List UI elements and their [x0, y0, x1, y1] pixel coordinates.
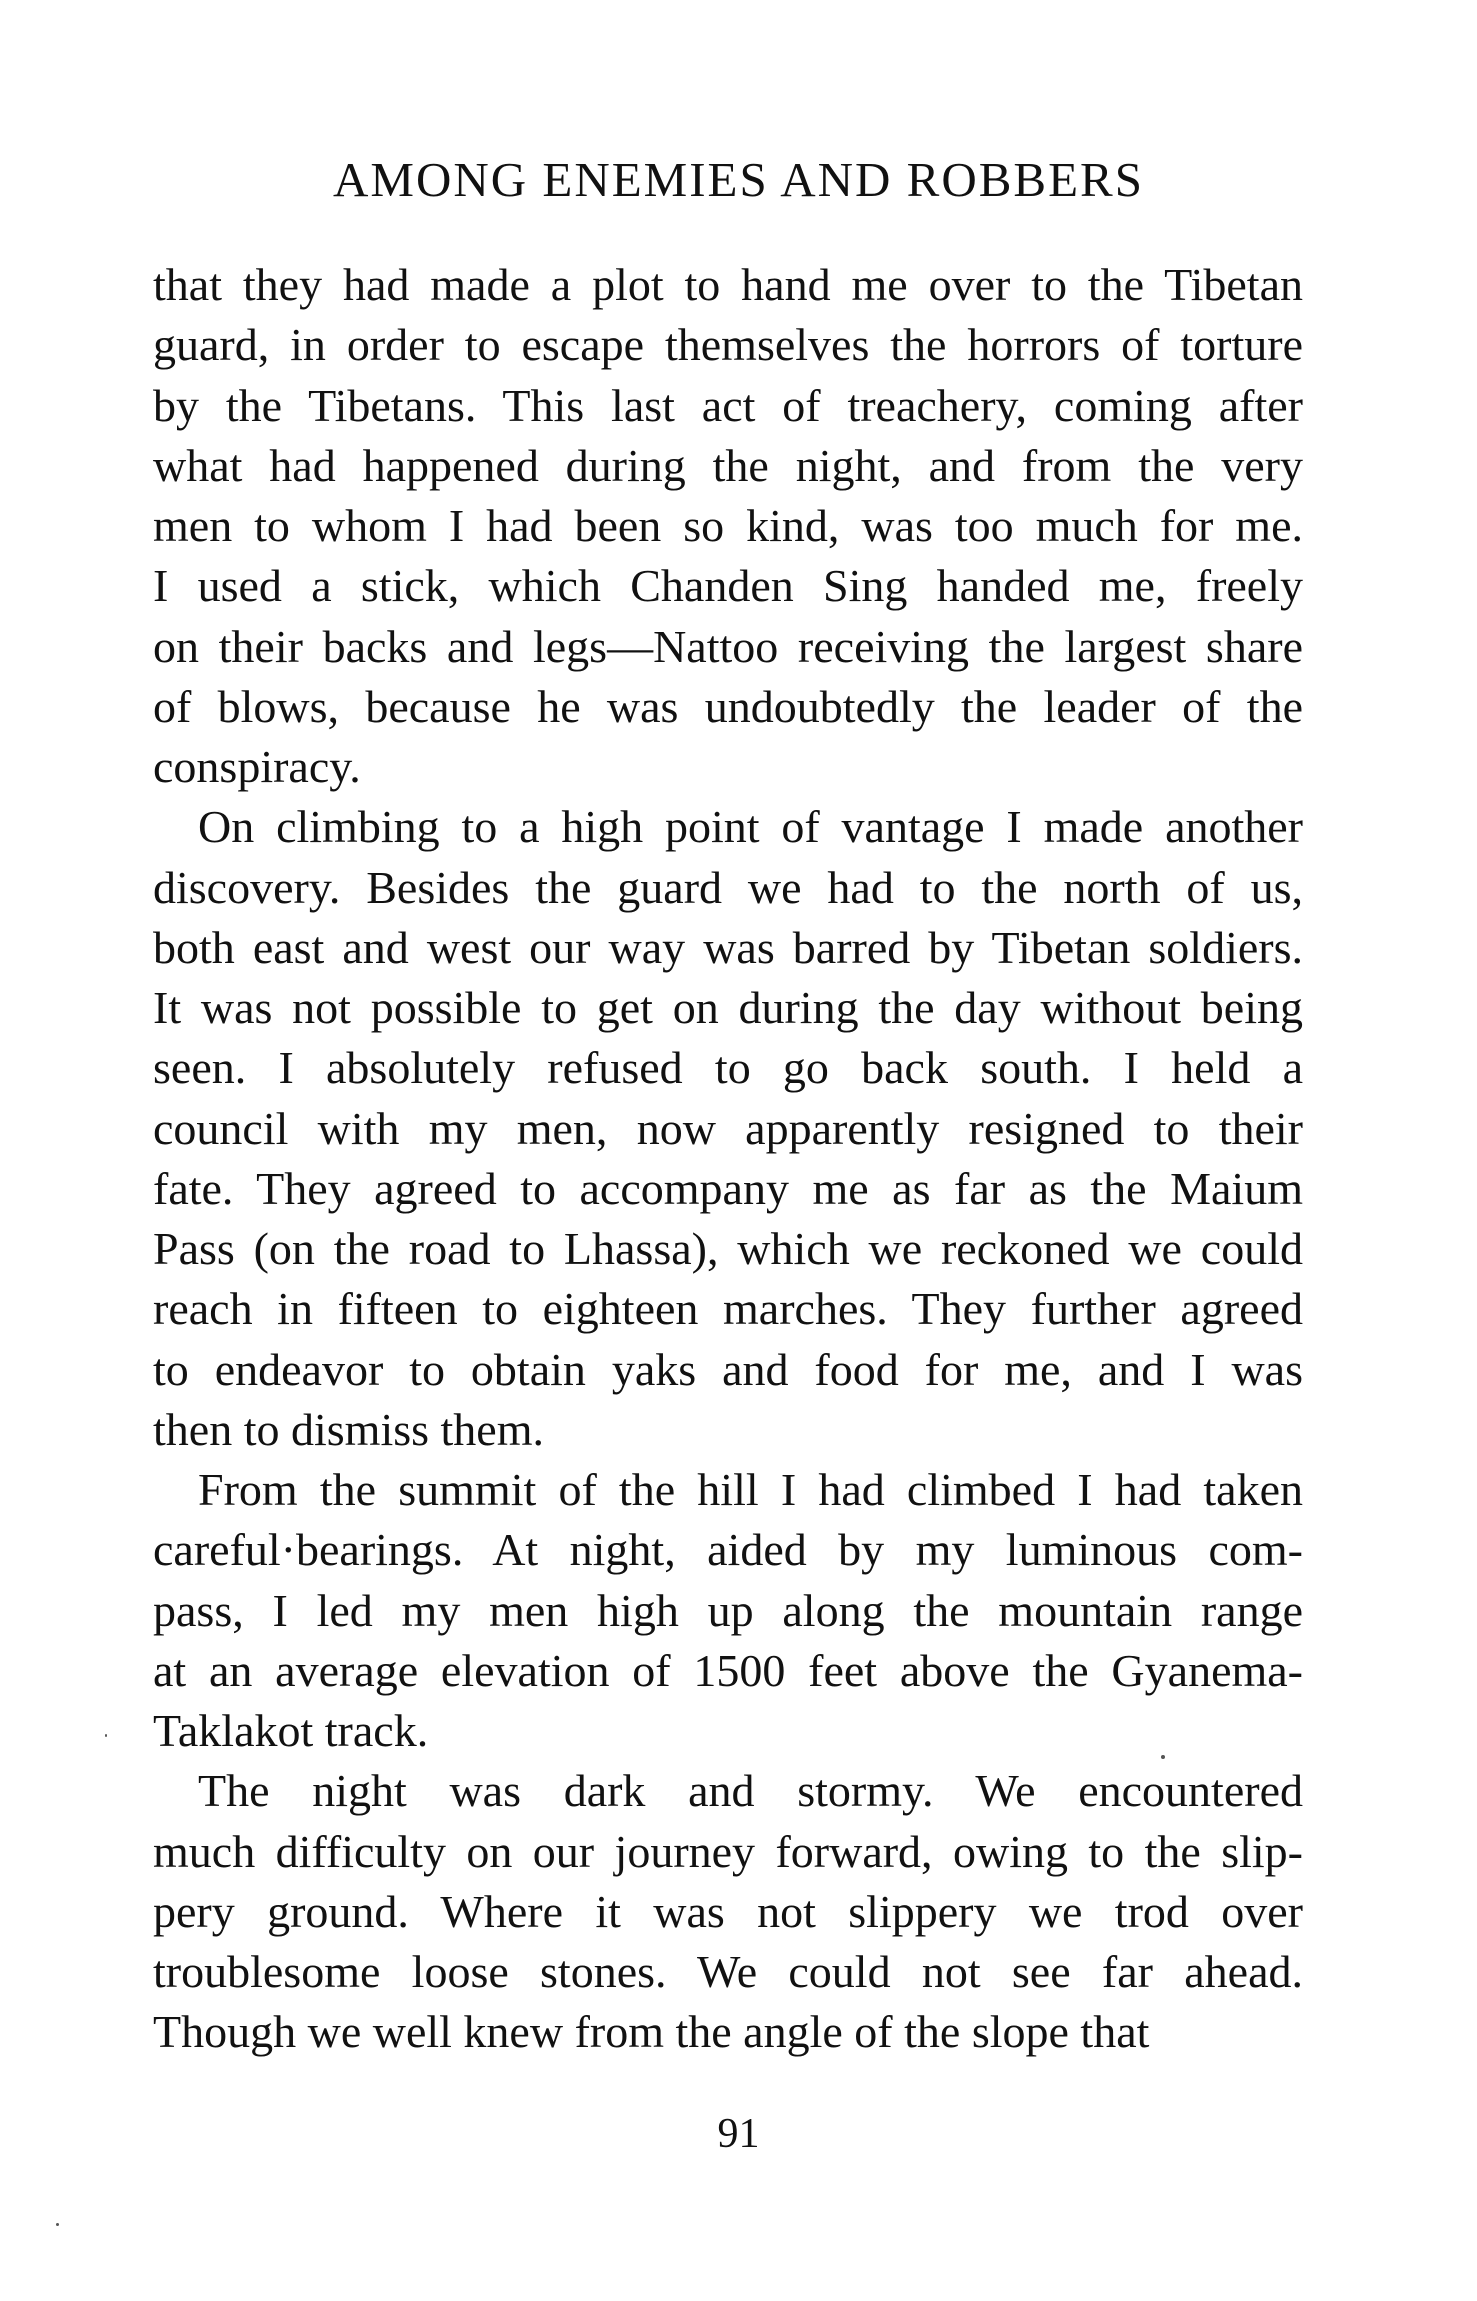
print-speck: [1161, 1755, 1165, 1759]
text-line: It was not possible to get on during the day without being: [153, 982, 1303, 1033]
text-line: reach in fifteen to eighteen marches. They further agreed: [153, 1283, 1303, 1335]
paragraph: [153, 1460, 1303, 1761]
text-line: fate. They agreed to accompany me as far as the Maium: [153, 1162, 1303, 1214]
text-line: much difficulty on our journey forward, owing to the slip-: [153, 1825, 1303, 1877]
text-line: by the Tibetans. This last act of treachery, coming after: [153, 379, 1303, 431]
paragraph: [153, 255, 1303, 797]
print-speck: [105, 1734, 107, 1737]
text-line: both east and west our way was barred by Tibetan soldiers.: [153, 921, 1303, 973]
text-line: Pass (on the road to Lhassa), which we reckoned we could: [153, 1223, 1303, 1274]
text-line: The night was dark and stormy. We encountered: [198, 1765, 1303, 1817]
running-head: AMONG ENEMIES AND ROBBERS: [333, 152, 1144, 207]
text-line: troublesome loose stones. We could not see far ahead.: [153, 1946, 1303, 1997]
text-line: that they had made a plot to hand me over to the Tibetan: [153, 259, 1303, 310]
text-line: guard, in order to escape themselves the horrors of torture: [153, 319, 1303, 371]
text-line: then to dismiss them.: [153, 1403, 544, 1455]
text-line: council with my men, now apparently resigned to their: [153, 1102, 1303, 1154]
text-line: On climbing to a high point of vantage I made another: [198, 801, 1303, 853]
text-line: Taklakot track.: [153, 1705, 429, 1756]
text-line: From the summit of the hill I had climbed I had taken: [198, 1464, 1303, 1515]
page-number: 91: [717, 2111, 760, 2157]
text-line: pass, I led my men high up along the mountain range: [153, 1584, 1303, 1636]
text-line: to endeavor to obtain yaks and food for me, and I was: [153, 1343, 1303, 1395]
text-line: pery ground. Where it was not slippery we trod over: [153, 1885, 1303, 1937]
text-line: discovery. Besides the guard we had to the north of us,: [153, 861, 1303, 913]
text-line: what had happened during the night, and from the very: [153, 439, 1303, 491]
paragraph: [153, 797, 1303, 1460]
text-line: I used a stick, which Chanden Sing handed me, freely: [153, 560, 1303, 612]
print-speck: [56, 2223, 59, 2226]
text-line: conspiracy.: [153, 741, 361, 792]
body-text: [153, 255, 1303, 2063]
text-line: on their backs and legs—Nattoo receiving the largest share: [153, 620, 1303, 672]
text-line: men to whom I had been so kind, was too much for me.: [153, 500, 1303, 551]
text-line: at an average elevation of 1500 feet above the Gyanema-: [153, 1644, 1303, 1696]
text-line: of blows, because he was undoubtedly the leader of the: [153, 680, 1303, 732]
text-line: seen. I absolutely refused to go back south. I held a: [153, 1042, 1303, 1094]
text-line: Though we well knew from the angle of the slope that: [153, 2006, 1150, 2058]
text-line: careful·bearings. At night, aided by my luminous com-: [153, 1524, 1303, 1576]
paragraph: [153, 1761, 1303, 2062]
